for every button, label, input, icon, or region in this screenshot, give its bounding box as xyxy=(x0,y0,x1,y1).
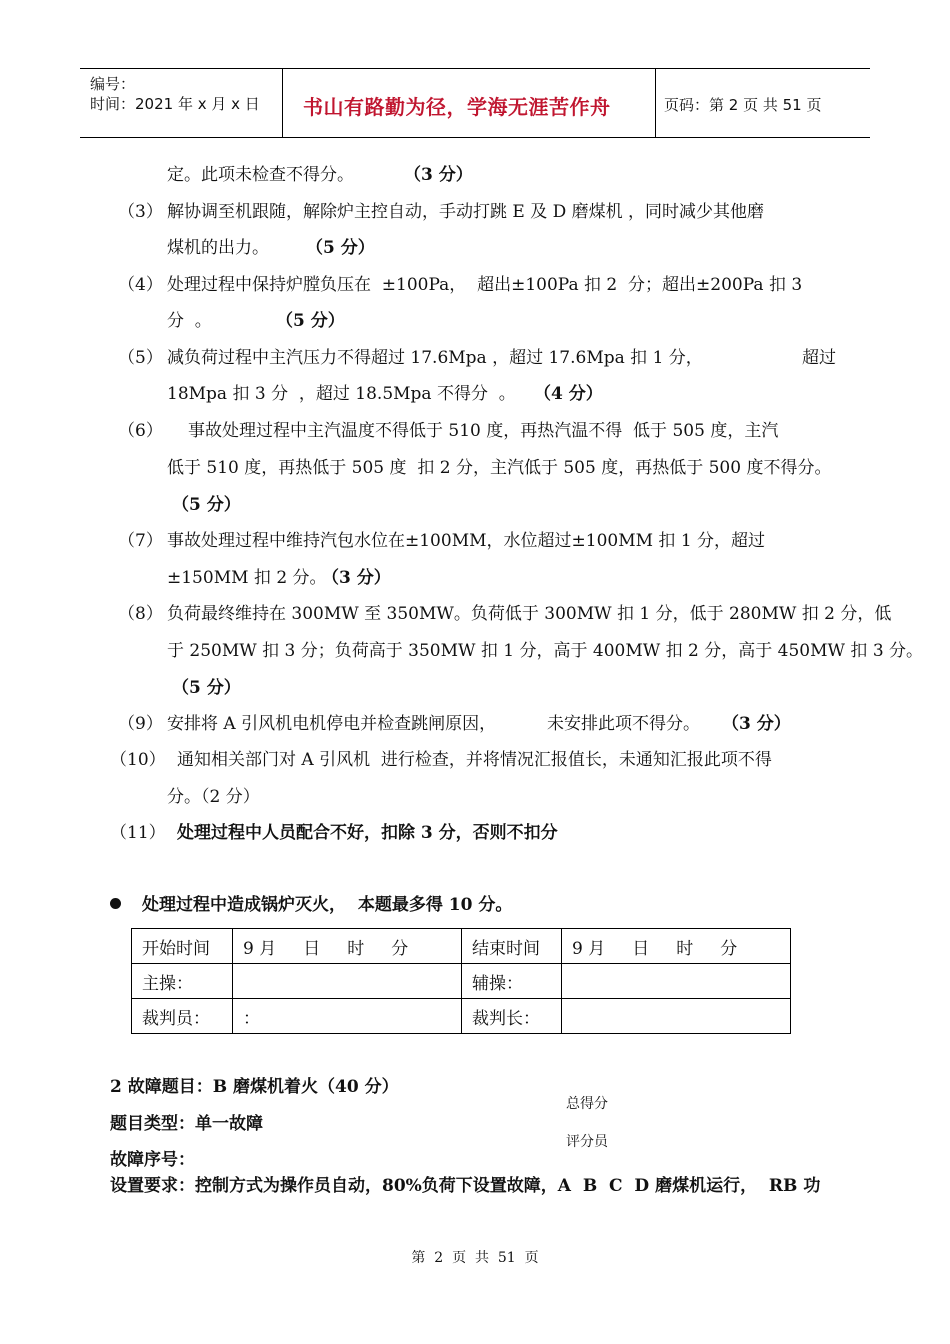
item-4-line-2: 分 。 xyxy=(167,311,212,331)
bullet-icon xyxy=(110,898,121,909)
item-9-number: （9） xyxy=(118,714,163,734)
item-8-score: （5 分） xyxy=(172,678,241,698)
item-11-line-1: 处理过程中人员配合不好，扣除 3 分，否则不扣分 xyxy=(177,823,558,843)
item-4-number: （4） xyxy=(118,275,163,295)
item-4-line-1: 处理过程中保持炉膛负压在 ±100Pa， 超出±100Pa 扣 2 分；超出±200Pa 扣 3 xyxy=(167,275,803,295)
table-cell: 主操： xyxy=(132,964,233,999)
page-header xyxy=(80,68,870,138)
item-5-line-1: 减负荷过程中主汽压力不得超过 17.6Mpa ，超过 17.6Mpa 扣 1 分， xyxy=(167,348,703,368)
item-3-score: （5 分） xyxy=(306,238,375,258)
item-10-number: （10） xyxy=(110,750,166,770)
item-10-line-1: 通知相关部门对 A 引风机 进行检查，并将情况汇报值长，未通知汇报此项不得 xyxy=(177,750,772,770)
item-3-number: （3） xyxy=(118,202,163,222)
table-cell xyxy=(233,964,462,999)
header-page-cell xyxy=(656,69,870,137)
code-label: 编号： xyxy=(90,75,136,93)
bullet-text: 处理过程中造成锅炉灭火， 本题最多得 10 分。 xyxy=(142,895,513,915)
item-9-score: （3 分） xyxy=(722,714,791,734)
item-8-line-1: 负荷最终维持在 300MW 至 350MW。负荷低于 300MW 扣 1 分，低于 280MW 扣 2 分，低 xyxy=(167,604,892,624)
item-7-line-2: ±150MM 扣 2 分。 xyxy=(167,568,327,588)
item-6-number: （6） xyxy=(118,421,163,441)
section-2-type: 题目类型：单一故障 xyxy=(110,1114,263,1134)
section-2-req: 设置要求：控制方式为操作员自动，80%负荷下设置故障，A B C D 磨煤机运行， RB 功 xyxy=(110,1176,821,1196)
item-5-number: （5） xyxy=(118,348,163,368)
table-cell: 结束时间 xyxy=(462,929,562,964)
item-7-line-1: 事故处理过程中维持汽包水位在±100MM，水位超过±100MM 扣 1 分，超过 xyxy=(167,531,766,551)
item-2-score: （3 分） xyxy=(404,165,473,185)
table-cell: 9 月 日 时 分 xyxy=(233,929,462,964)
section-2-title: 2 故障题目：B 磨煤机着火（40 分） xyxy=(110,1077,399,1097)
table-row xyxy=(132,999,791,1034)
item-3-line-1: 解协调至机跟随，解除炉主控自动，手动打跳 E 及 D 磨煤机 ，同时减少其他磨 xyxy=(167,202,765,222)
item-6-line-1: 事故处理过程中主汽温度不得低于 510 度，再热汽温不得 低于 505 度，主汽 xyxy=(188,421,779,441)
header-motto-cell xyxy=(283,69,656,137)
item-8-number: （8） xyxy=(118,604,163,624)
grader-label: 评分员 xyxy=(566,1134,608,1150)
item-3-line-2: 煤机的出力。 xyxy=(167,238,269,258)
motto: 书山有路勤为径，学海无涯苦作舟 xyxy=(303,95,611,119)
item-6-score: （5 分） xyxy=(172,495,241,515)
item-5-score: （4 分） xyxy=(534,384,603,404)
item-9-line-1b: 未安排此项不得分。 xyxy=(547,714,700,734)
table-row xyxy=(132,929,791,964)
header-meta-cell xyxy=(80,69,283,137)
item-6-line-2: 低于 510 度，再热低于 505 度 扣 2 分，主汽低于 505 度，再热低于 500 度不得分。 xyxy=(167,458,832,478)
item-11-number: （11） xyxy=(110,823,166,843)
table-row xyxy=(132,964,791,999)
table-cell: 裁判员： xyxy=(132,999,233,1034)
item-4-score: （5 分） xyxy=(276,311,345,331)
table-cell xyxy=(562,999,791,1034)
total-score-label: 总得分 xyxy=(566,1096,608,1112)
item-7-score: （3 分） xyxy=(322,568,391,588)
section-2-seq: 故障序号： xyxy=(110,1150,195,1170)
item-8-line-2: 于 250MW 扣 3 分；负荷高于 350MW 扣 1 分，高于 400MW 扣 2 分，高于 450MW 扣 3 分。 xyxy=(167,641,924,661)
table-cell xyxy=(562,964,791,999)
item-5-line-1-end: 超过 xyxy=(802,348,836,368)
item-9-line-1: 安排将 A 引风机电机停电并检查跳闸原因， xyxy=(167,714,497,734)
page-footer: 第 2 页 共 51 页 xyxy=(411,1250,539,1266)
signature-table xyxy=(131,928,791,1034)
table-cell: 开始时间 xyxy=(132,929,233,964)
table-cell: 9 月 日 时 分 xyxy=(562,929,791,964)
item-5-line-2: 18Mpa 扣 3 分 ，超过 18.5Mpa 不得分 。 xyxy=(167,384,516,404)
item-2-line-1: 定。此项未检查不得分。 xyxy=(167,165,354,185)
table-cell: ： xyxy=(233,999,462,1034)
item-7-number: （7） xyxy=(118,531,163,551)
page-info: 页码：第 2 页 共 51 页 xyxy=(664,96,822,114)
item-10-line-2: 分。（2 分） xyxy=(167,787,260,807)
time-label: 时间：2021 年 x 月 x 日 xyxy=(90,95,260,113)
table-cell: 裁判长： xyxy=(462,999,562,1034)
table-cell: 辅操： xyxy=(462,964,562,999)
